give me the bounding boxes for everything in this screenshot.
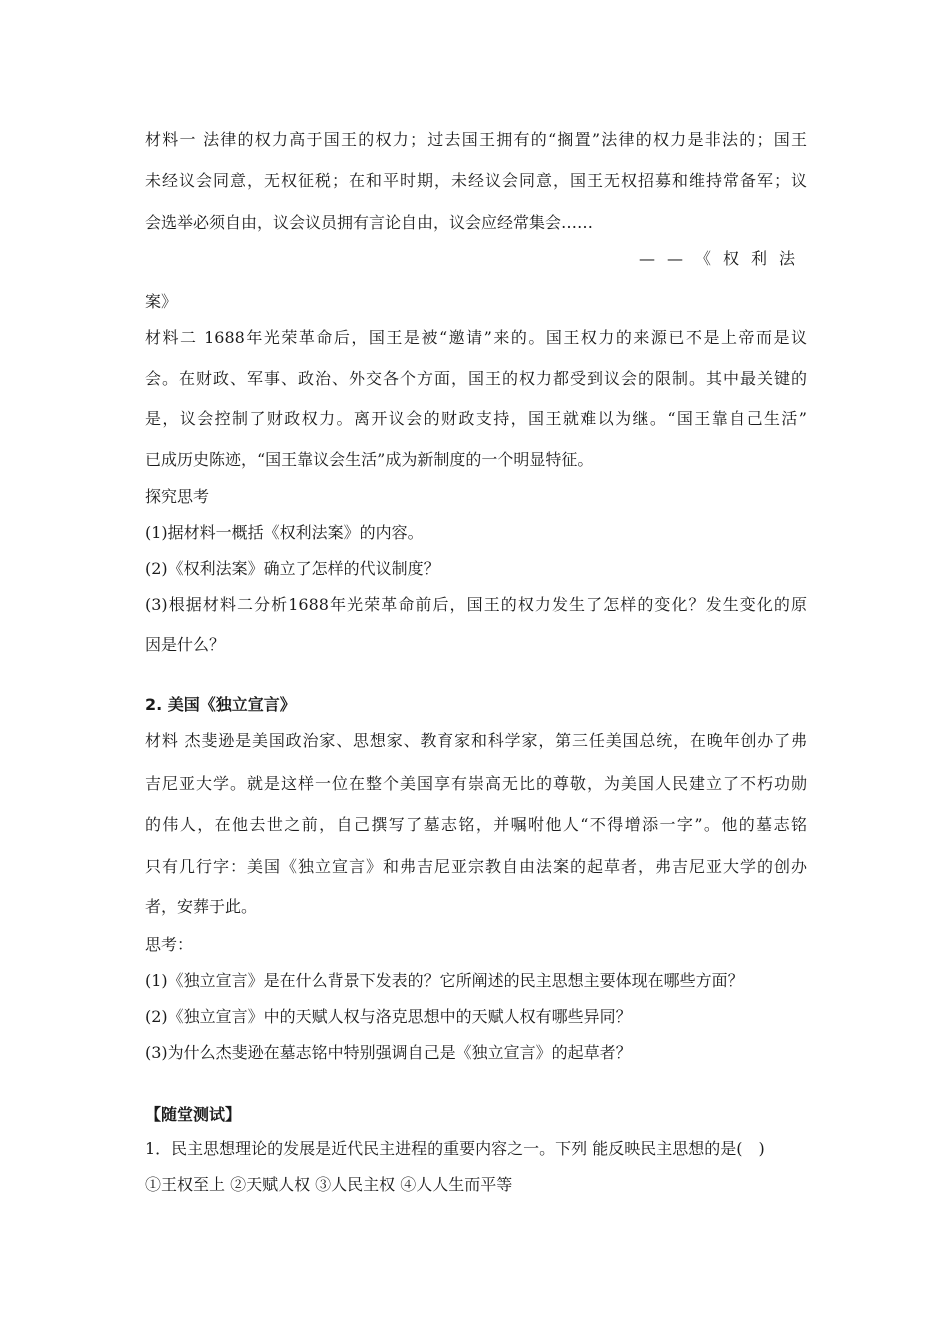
material2-line-3: 是，议会控制了财政权力。离开议会的财政支持，国王就难以为继。“国王靠自己生活” — [145, 409, 807, 428]
material1-line-1: 材料一 法律的权力高于国王的权力；过去国王拥有的“搁置”法律的权力是非法的；国王 — [145, 130, 807, 149]
material2-line-1: 材料二 1688年光荣革命后，国王是被“邀请”来的。国王权力的来源已不是上帝而是议 — [145, 328, 807, 347]
inquiry-question-1: (1)据材料一概括《权利法案》的内容。 — [145, 523, 424, 542]
material1-source-line-2: 案》 — [145, 292, 178, 311]
section2-question-3: (3)为什么杰斐逊在墓志铭中特别强调自己是《独立宣言》的起草者？ — [145, 1043, 632, 1062]
test-question-1-options: ①王权至上 ②天赋人权 ③人民主权 ④人人生而平等 — [145, 1175, 513, 1194]
inquiry-question-3-line-1: (3)根据材料二分析1688年光荣革命前后，国王的权力发生了怎样的变化？发生变化的原 — [145, 595, 807, 614]
test-heading: 【随堂测试】 — [145, 1105, 242, 1124]
inquiry-question-2: (2)《权利法案》确立了怎样的代议制度？ — [145, 559, 440, 578]
section2-material-line-4: 只有几行字：美国《独立宣言》和弗吉尼亚宗教自由法案的起草者，弗吉尼亚大学的创办 — [145, 857, 807, 876]
material1-line-3: 会选举必须自由，议会议员拥有言论自由，议会应经常集会…… — [145, 213, 594, 232]
section2-heading: 2. 美国《独立宣言》 — [145, 695, 296, 714]
inquiry-question-3-line-2: 因是什么？ — [145, 635, 226, 654]
section2-question-1: (1)《独立宣言》是在什么背景下发表的？它所阐述的民主思想主要体现在哪些方面？ — [145, 971, 744, 990]
material1-source-line-1: ——《权利法 — [638, 249, 807, 268]
section2-material-line-2: 吉尼亚大学。就是这样一位在整个美国享有崇高无比的尊敬，为美国人民建立了不朽功勋 — [145, 774, 807, 793]
material1-line-2: 未经议会同意，无权征税；在和平时期，未经议会同意，国王无权招募和维持常备军；议 — [145, 171, 807, 190]
section2-question-2: (2)《独立宣言》中的天赋人权与洛克思想中的天赋人权有哪些异同？ — [145, 1007, 632, 1026]
material2-line-4: 已成历史陈迹，“国王靠议会生活”成为新制度的一个明显特征。 — [145, 450, 594, 469]
section2-material-line-1: 材料 杰斐逊是美国政治家、思想家、教育家和科学家，第三任美国总统，在晚年创办了弗 — [145, 731, 807, 750]
material2-line-2: 会。在财政、军事、政治、外交各个方面，国王的权力都受到议会的限制。其中最关键的 — [145, 369, 807, 388]
section2-material-line-3: 的伟人，在他去世之前，自己撰写了墓志铭，并嘱咐他人“不得增添一字”。他的墓志铭 — [145, 815, 807, 834]
inquiry-heading: 探究思考 — [145, 487, 210, 506]
section2-material-line-5: 者，安葬于此。 — [145, 897, 258, 916]
section2-think-heading: 思考： — [145, 935, 194, 954]
test-question-1: 1．民主思想理论的发展是近代民主进程的重要内容之一。下列 能反映民主思想的是( ) — [145, 1139, 765, 1158]
